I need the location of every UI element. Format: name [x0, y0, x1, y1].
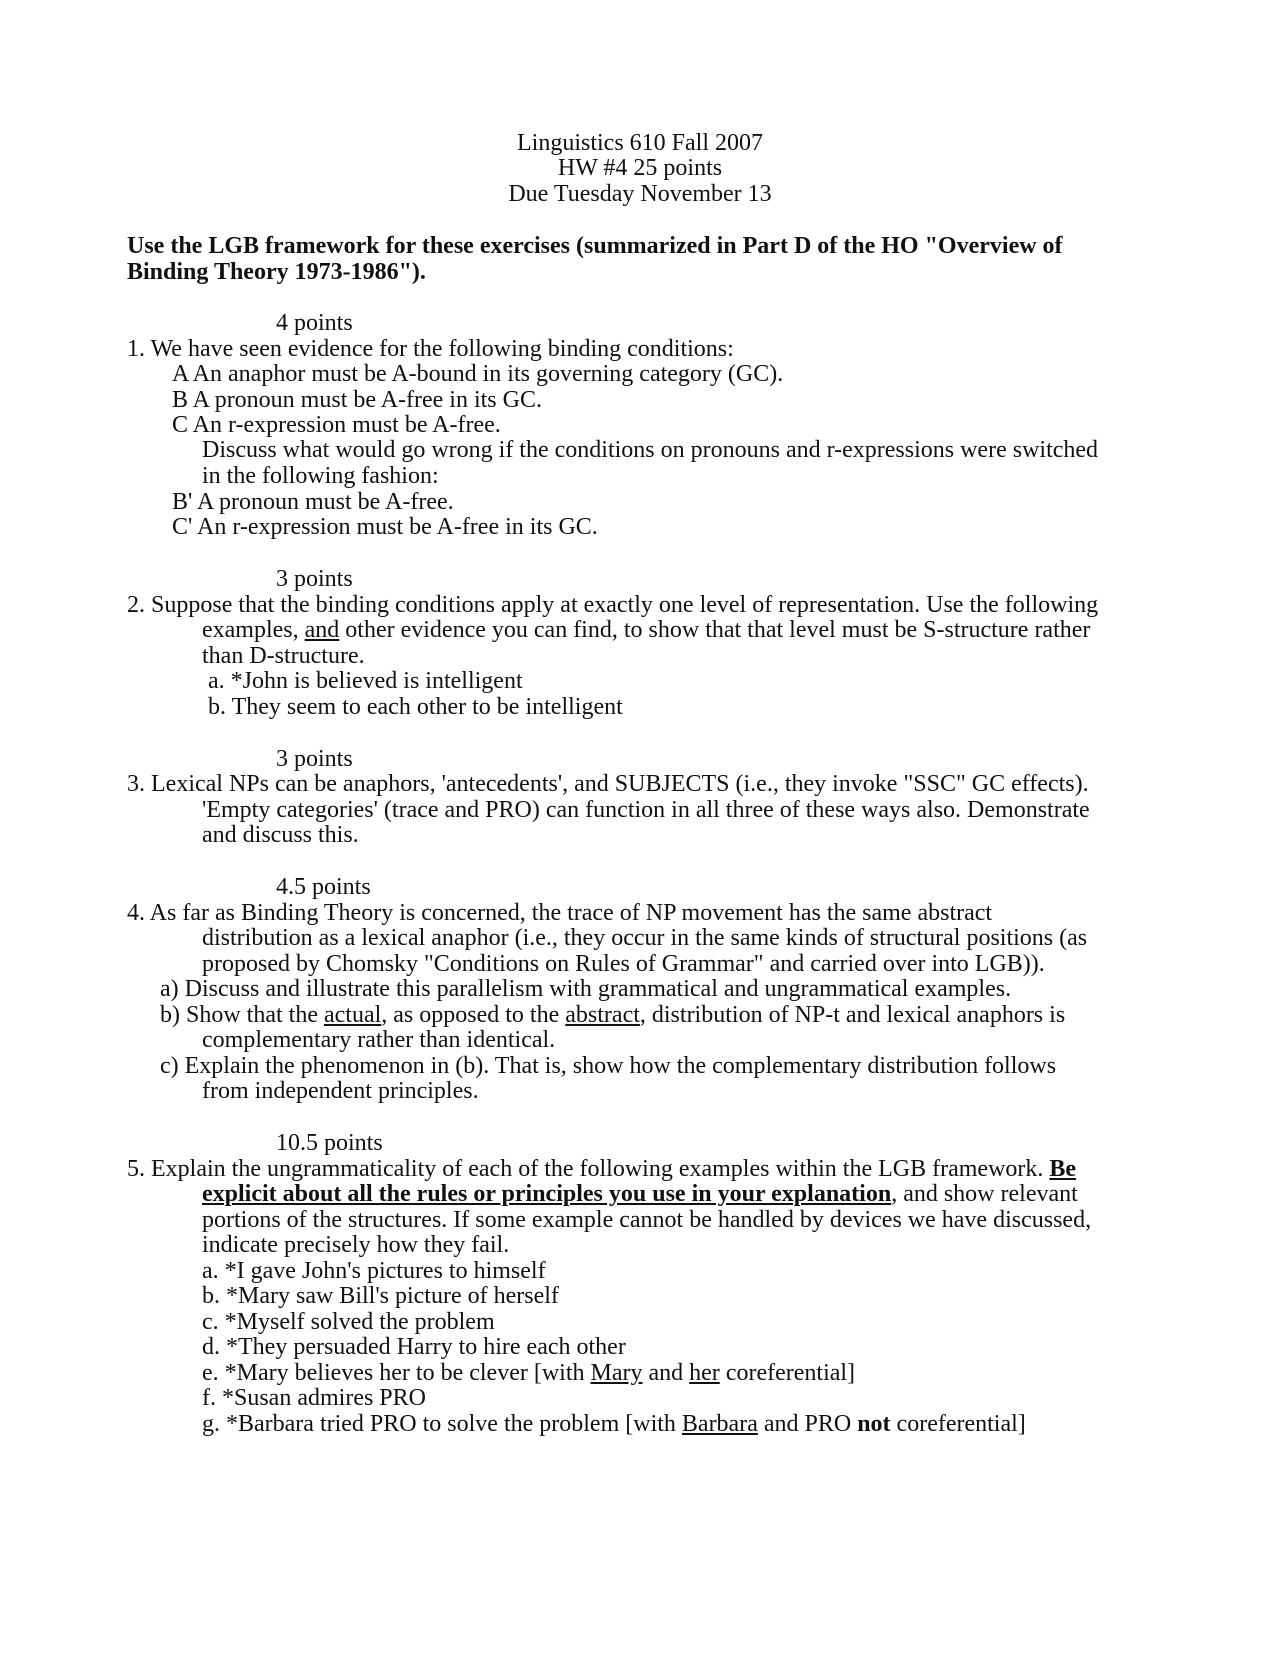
q2-example-a: a. *John is believed is intelligent: [208, 668, 523, 694]
q5-line-1: [127, 1156, 1076, 1182]
q4-part-c: c) Explain the phenomenon in (b). That is, show how the complementary distribution follows: [160, 1053, 1057, 1079]
q1-intro: 1. We have seen evidence for the following binding conditions:: [127, 336, 734, 362]
q2-example-b: b. They seem to each other to be intelligent: [208, 694, 623, 720]
q5-example-c: c. *Myself solved the problem: [202, 1309, 495, 1335]
q5-line-4: indicate precisely how they fail.: [202, 1232, 510, 1258]
course-title: Linguistics 610 Fall 2007: [517, 130, 763, 156]
q4-part-a: a) Discuss and illustrate this parallelism with grammatical and ungrammatical examples.: [160, 976, 1012, 1002]
q5-example-g-pre: g. *Barbara tried PRO to solve the problem [with: [202, 1411, 682, 1437]
q1-condition-a: A An anaphor must be A-bound in its governing category (GC).: [172, 361, 784, 387]
q4-underlined-abstract: abstract: [565, 1002, 640, 1028]
q2-line-2-pre: examples,: [202, 617, 305, 643]
q5-example-g: [202, 1411, 1026, 1437]
q5-line-2: [202, 1181, 1078, 1207]
q1-points: 4 points: [276, 310, 353, 336]
instructions-line-2: Binding Theory 1973-1986").: [127, 259, 426, 285]
q4-points: 4.5 points: [276, 874, 371, 900]
q1-discuss-line-1: Discuss what would go wrong if the conditions on pronouns and r-expressions were switched: [202, 437, 1099, 463]
q5-example-a: a. *I gave John's pictures to himself: [202, 1258, 546, 1284]
q2-underlined-and: and: [304, 617, 340, 643]
q5-line-3: portions of the structures. If some example cannot be handled by devices we have discussed,: [202, 1207, 1092, 1233]
q5-line-1-pre: 5. Explain the ungrammaticality of each of the following examples within the LGB framework.: [127, 1156, 1050, 1182]
q5-points: 10.5 points: [276, 1130, 383, 1156]
q1-condition-c: C An r-expression must be A-free.: [172, 412, 501, 438]
q5-example-b: b. *Mary saw Bill's picture of herself: [202, 1283, 559, 1309]
q5-example-g-mid: and PRO: [757, 1411, 858, 1437]
q4-part-b-line-2: complementary rather than identical.: [202, 1027, 556, 1053]
q1-condition-b-prime: B' A pronoun must be A-free.: [172, 489, 454, 515]
q4-line-2: distribution as a lexical anaphor (i.e., they occur in the same kinds of structural positions (as: [202, 925, 1088, 951]
q5-example-e-mid: and: [642, 1360, 690, 1386]
q4-part-b-post: , distribution of NP-t and lexical anaphors is: [639, 1002, 1066, 1028]
q4-part-b-mid: , as opposed to the: [381, 1002, 566, 1028]
q2-line-2: [202, 617, 1090, 643]
q5-example-e: [202, 1360, 855, 1386]
q3-line-1: 3. Lexical NPs can be anaphors, 'antecedents', and SUBJECTS (i.e., they invoke "SSC" GC effects).: [127, 771, 1089, 797]
q5-example-e-pre: e. *Mary believes her to be clever [with: [202, 1360, 591, 1386]
q2-line-3: than D-structure.: [202, 643, 365, 669]
q2-line-1: 2. Suppose that the binding conditions apply at exactly one level of representation. Use the following: [127, 592, 1099, 618]
q5-underlined-mary: Mary: [590, 1360, 643, 1386]
q3-line-2: 'Empty categories' (trace and PRO) can function in all three of these ways also. Demonstrate: [202, 797, 1090, 823]
q5-bold-not: not: [857, 1411, 891, 1437]
q5-example-d: d. *They persuaded Harry to hire each other: [202, 1334, 626, 1360]
homework-title: HW #4 25 points: [557, 155, 723, 181]
instructions-line-1: Use the LGB framework for these exercises (summarized in Part D of the HO "Overview of: [127, 233, 1063, 259]
q2-line-2-post: other evidence you can find, to show that that level must be S-structure rather: [339, 617, 1091, 643]
q3-line-3: and discuss this.: [202, 822, 359, 848]
q5-example-f: f. *Susan admires PRO: [202, 1385, 426, 1411]
q5-example-g-post: coreferential]: [890, 1411, 1026, 1437]
q4-part-b: [160, 1002, 1065, 1028]
q4-line-1: 4. As far as Binding Theory is concerned, the trace of NP movement has the same abstract: [127, 900, 993, 926]
q4-underlined-actual: actual: [323, 1002, 382, 1028]
q5-example-e-post: coreferential]: [719, 1360, 856, 1386]
q5-bold-explicit: explicit about all the rules or principles you use in your explanation: [202, 1181, 892, 1207]
q4-part-b-pre: b) Show that the: [160, 1002, 324, 1028]
q5-underlined-barbara: Barbara: [681, 1411, 758, 1437]
due-date: Due Tuesday November 13: [508, 181, 772, 207]
q4-line-3: proposed by Chomsky "Conditions on Rules of Grammar" and carried over into LGB)).: [202, 951, 1045, 977]
q2-points: 3 points: [276, 566, 353, 592]
q1-condition-c-prime: C' An r-expression must be A-free in its GC.: [172, 514, 598, 540]
q1-condition-b: B A pronoun must be A-free in its GC.: [172, 387, 542, 413]
q1-discuss-line-2: in the following fashion:: [202, 463, 439, 489]
q5-bold-be: Be: [1049, 1156, 1077, 1182]
q5-underlined-her: her: [689, 1360, 720, 1386]
q5-line-2-post: , and show relevant: [891, 1181, 1078, 1207]
q4-part-c-line-2: from independent principles.: [202, 1078, 479, 1104]
q3-points: 3 points: [276, 746, 353, 772]
